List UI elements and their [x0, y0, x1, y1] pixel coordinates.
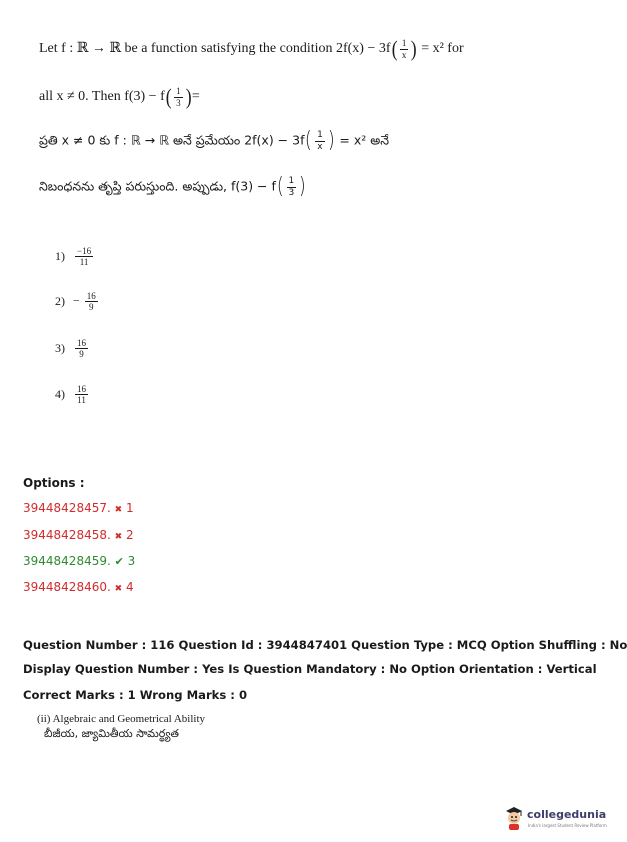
frac-den: 11 — [77, 395, 86, 406]
option-value: 3 — [127, 554, 136, 568]
choice-fraction — [75, 246, 93, 268]
option-row-1 — [23, 501, 134, 515]
question-meta-line-3: Correct Marks : 1 Wrong Marks : 0 — [23, 688, 248, 702]
option-value: 2 — [126, 528, 134, 542]
options-title: Options : — [23, 476, 85, 490]
collegedunia-logo — [503, 803, 607, 831]
question-meta-line-1: Question Number : 116 Question Id : 3944847401 Question Type : MCQ Option Shuffling : No — [23, 638, 627, 652]
frac-num: 1 — [288, 176, 295, 187]
cross-icon: ✖ — [114, 584, 123, 594]
mascot-icon — [503, 804, 525, 830]
option-row-2 — [23, 528, 134, 542]
frac-num: 16 — [77, 384, 86, 394]
option-id: 39448428460. — [23, 580, 111, 594]
check-icon: ✔ — [114, 555, 124, 568]
cross-icon: ✖ — [114, 532, 123, 542]
frac-den: x — [401, 49, 407, 60]
option-value: 4 — [126, 580, 134, 594]
option-row-3 — [23, 554, 135, 568]
fraction-group: ( $\frac{1}{3}$ ) — [276, 174, 306, 199]
question-text: నిబంధనను తృప్తి పరుస్తుంది. అప్పుడు, f(3) − f — [39, 178, 276, 194]
frac-num: 1 — [317, 130, 323, 141]
frac-num: 1 — [176, 86, 181, 97]
option-id: 39448428457. — [23, 501, 111, 515]
choice-fraction — [85, 291, 98, 313]
fraction-group: ( $\frac{1}{3}$ ) — [165, 84, 192, 109]
choice-label: 2) — [55, 293, 65, 308]
question-en-line-2 — [39, 86, 200, 108]
logo-tagline: India's largest Student Review Platform — [528, 823, 607, 828]
choice-fraction — [75, 338, 88, 360]
choice-sign: − — [73, 293, 80, 308]
question-meta-line-2: Display Question Number : Yes Is Question Mandatory : No Option Orientation : Vertical — [23, 662, 597, 676]
frac-num: 1 — [401, 38, 407, 49]
frac-den: 11 — [79, 257, 89, 268]
logo-name: collegedunia — [527, 808, 607, 821]
frac-den: x — [317, 141, 323, 152]
cross-icon: ✖ — [114, 505, 123, 515]
frac-den: 9 — [79, 349, 84, 360]
option-value: 1 — [126, 501, 134, 515]
section-title-en: (ii) Algebraic and Geometrical Ability — [37, 713, 206, 725]
fraction-group: ( $\frac{1}{x}$ ) — [305, 128, 335, 153]
option-id: 39448428458. — [23, 528, 111, 542]
choice-3 — [55, 338, 90, 360]
choice-1 — [55, 246, 95, 268]
option-row-4 — [23, 580, 134, 594]
question-text: = — [191, 89, 200, 105]
frac-den: 3 — [176, 97, 181, 108]
frac-den: 9 — [89, 302, 94, 313]
choice-label: 4) — [55, 386, 65, 401]
option-id: 39448428459. — [23, 554, 111, 568]
question-text: = x² for — [421, 41, 464, 57]
question-en-line-1 — [39, 38, 464, 60]
question-te-line-1 — [39, 130, 389, 152]
question-te-line-2 — [39, 176, 307, 198]
choice-4 — [55, 384, 90, 406]
question-text: = x² అనే — [339, 132, 389, 148]
question-text: ప్రతి x ≠ 0 కు f : ℝ → ℝ అనే ప్రమేయం 2f(x) − 3f — [39, 132, 305, 148]
frac-num: 16 — [86, 291, 96, 301]
choice-2 — [55, 291, 100, 313]
choice-fraction — [75, 384, 88, 406]
question-text: Let f : ℝ → ℝ be a function satisfying the condition 2f(x) − 3f — [39, 41, 391, 57]
choice-label: 3) — [55, 340, 65, 355]
section-title-te: బీజీయ, జ్యామితీయ సామర్థ్యత — [44, 727, 179, 740]
frac-den: 3 — [288, 187, 295, 198]
frac-num: −16 — [77, 246, 92, 256]
frac-num: 16 — [77, 338, 86, 348]
choice-label: 1) — [55, 248, 65, 263]
fraction-group: ( $\frac{1}{x}$ ) — [391, 36, 417, 61]
question-text: all x ≠ 0. Then f(3) − f — [39, 89, 165, 105]
